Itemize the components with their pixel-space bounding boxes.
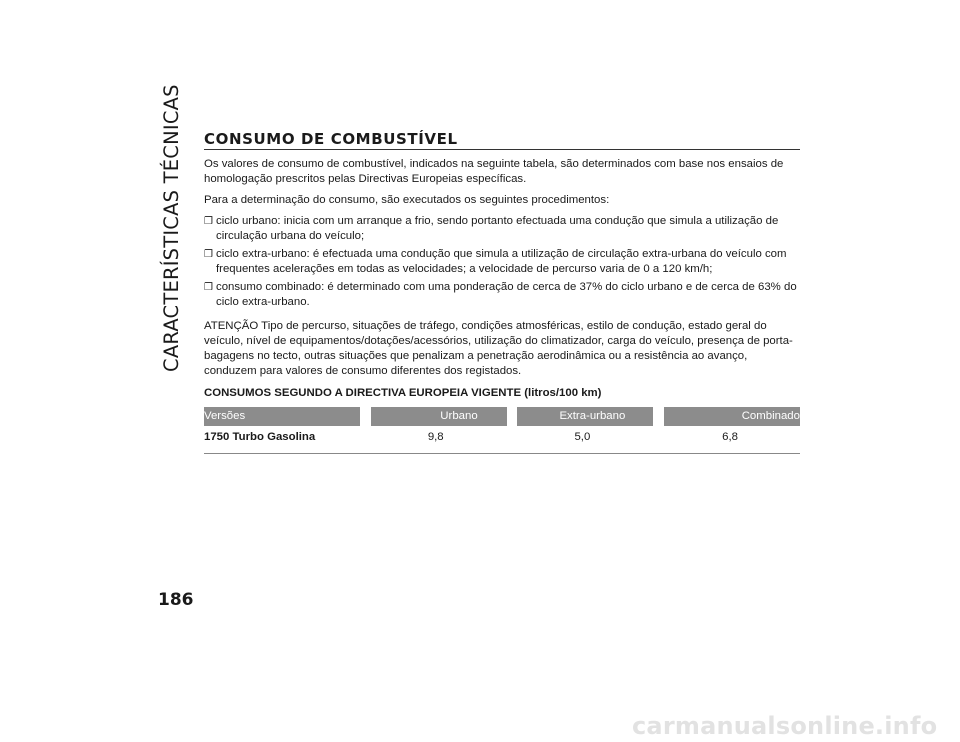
attention-note: ATENÇÃO Tipo de percurso, situações de tráfego, condições atmosféricas, estilo de condução, estado geral do veículo, nível de equipamentos/dotações/acessórios, utilização do climatizador, carga do veículo, presença de porta-bagagens no tecto, outras situações que penalizam a penetração aerodinâmica ou a resistência ao avanço, conduzem para valores de consumo diferentes dos registados. <box>204 320 793 377</box>
column-header-extra-urban: Extra-urbano <box>517 407 653 426</box>
table-title: CONSUMOS SEGUNDO A DIRECTIVA EUROPEIA VIGENTE (litros/100 km) <box>204 387 602 399</box>
page-heading: CONSUMO DE COMBUSTÍVEL <box>204 132 800 150</box>
main-content <box>204 132 800 454</box>
watermark: carmanualsonline.info <box>632 712 938 740</box>
cell-version: 1750 Turbo Gasolina <box>204 431 316 443</box>
column-header-urban: Urbano <box>371 407 507 426</box>
cell-urban: 9,8 <box>427 431 444 443</box>
table-row <box>204 426 800 454</box>
list-item <box>204 280 800 310</box>
intro-paragraph: Os valores de consumo de combustível, indicados na seguinte tabela, são determinados com base nos ensaios de homologação prescritos pelas Directivas Europeias específicas. <box>204 158 784 185</box>
column-header-versions: Versões <box>204 407 360 426</box>
page-number: 186 <box>158 590 194 610</box>
column-header-combined: Combinado <box>664 407 800 426</box>
checkbox-bullet-icon: ❒ <box>204 249 213 260</box>
cell-extra-urban: 5,0 <box>574 431 591 443</box>
list-item <box>204 247 800 277</box>
procedure-text: consumo combinado: é determinado com uma ponderação de cerca de 37% do ciclo urbano e de cerca de 63% do ciclo extra-urbano. <box>216 281 797 308</box>
cell-combined: 6,8 <box>722 431 738 443</box>
checkbox-bullet-icon: ❒ <box>204 282 213 293</box>
procedures-list <box>204 214 800 310</box>
procedures-intro: Para a determinação do consumo, são executados os seguintes procedimentos: <box>204 194 610 206</box>
consumption-table <box>204 407 800 454</box>
checkbox-bullet-icon: ❒ <box>204 216 213 227</box>
section-side-title: CARACTERÍSTICAS TÉCNICAS <box>160 84 183 372</box>
procedure-text: ciclo extra-urbano: é efectuada uma condução que simula a utilização de circulação extra-urbana do veículo com frequentes acelerações em todas as velocidades; a velocidade de percurso varia de 0 a 120 km/h; <box>216 248 787 275</box>
table-header <box>204 407 800 426</box>
list-item <box>204 214 800 244</box>
procedure-text: ciclo urbano: inicia com um arranque a frio, sendo portanto efectuada uma condução que simula a utilização de circulação urbana do veículo; <box>216 215 779 242</box>
